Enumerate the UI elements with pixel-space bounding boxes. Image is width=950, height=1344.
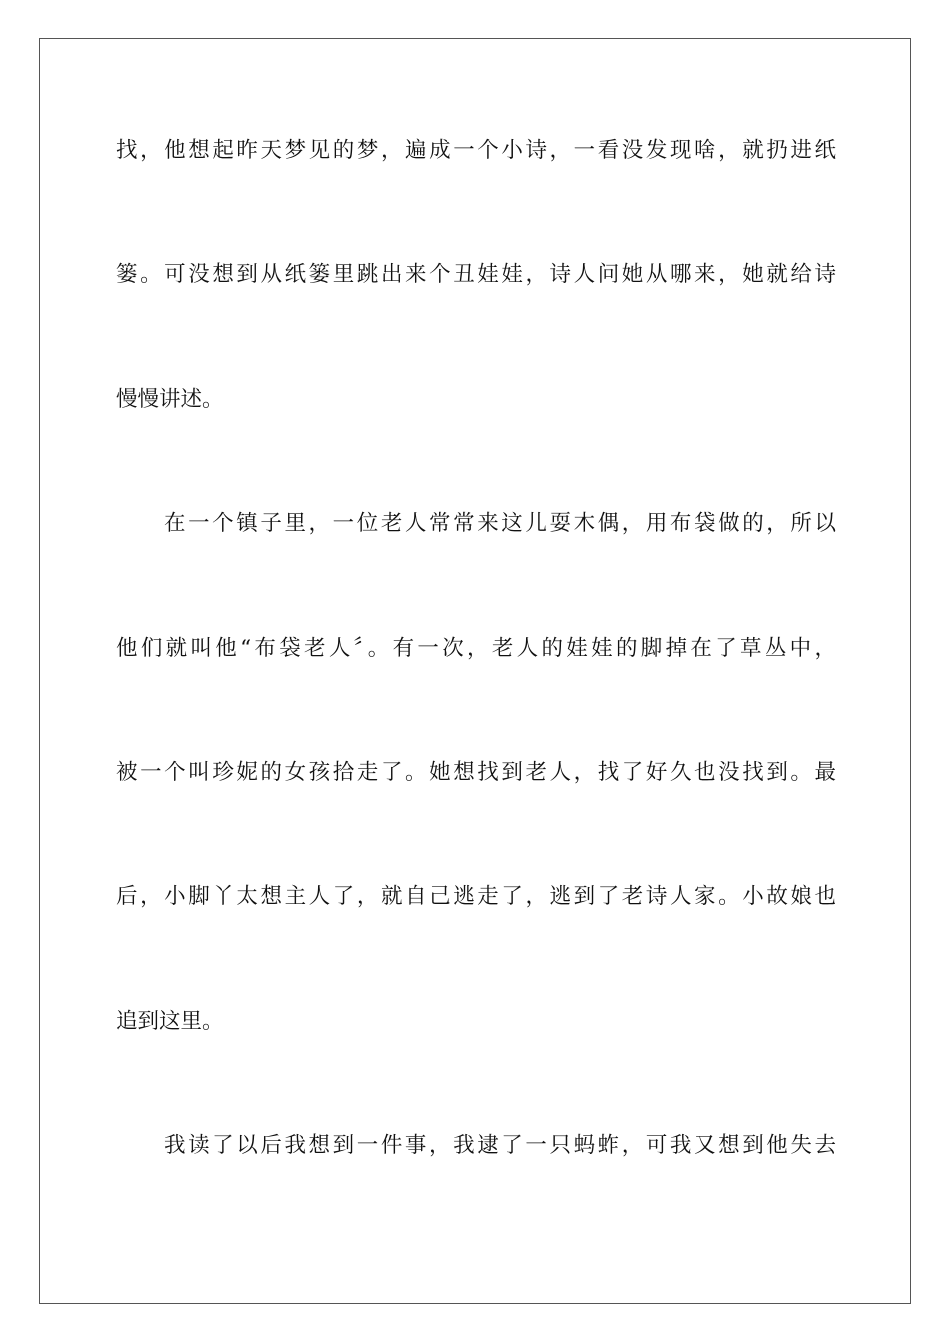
text-line-3: 慢慢讲述。 xyxy=(116,387,224,412)
text-line-2: 篓。可没想到从纸篓里跳出来个丑娃娃，诗人问她从哪来，她就给诗 xyxy=(116,262,836,287)
text-line-1: 找，他想起昨天梦见的梦，遍成一个小诗，一看没发现啥，就扔进纸 xyxy=(116,138,836,163)
text-line-6: 被一个叫珍妮的女孩拾走了。她想找到老人，找了好久也没找到。最 xyxy=(116,760,836,785)
page-border xyxy=(39,38,911,1304)
text-line-4: 在一个镇子里，一位老人常常来这儿耍木偶，用布袋做的，所以 xyxy=(164,511,836,536)
text-line-5: 他们就叫他“布袋老人〞。有一次，老人的娃娃的脚掉在了草丛中， xyxy=(116,636,836,661)
text-line-7: 后，小脚丫太想主人了，就自己逃走了，逃到了老诗人家。小故娘也 xyxy=(116,884,836,909)
text-line-9: 我读了以后我想到一件事，我逮了一只蚂蚱，可我又想到他失去 xyxy=(164,1133,836,1158)
text-line-8: 追到这里。 xyxy=(116,1009,224,1034)
